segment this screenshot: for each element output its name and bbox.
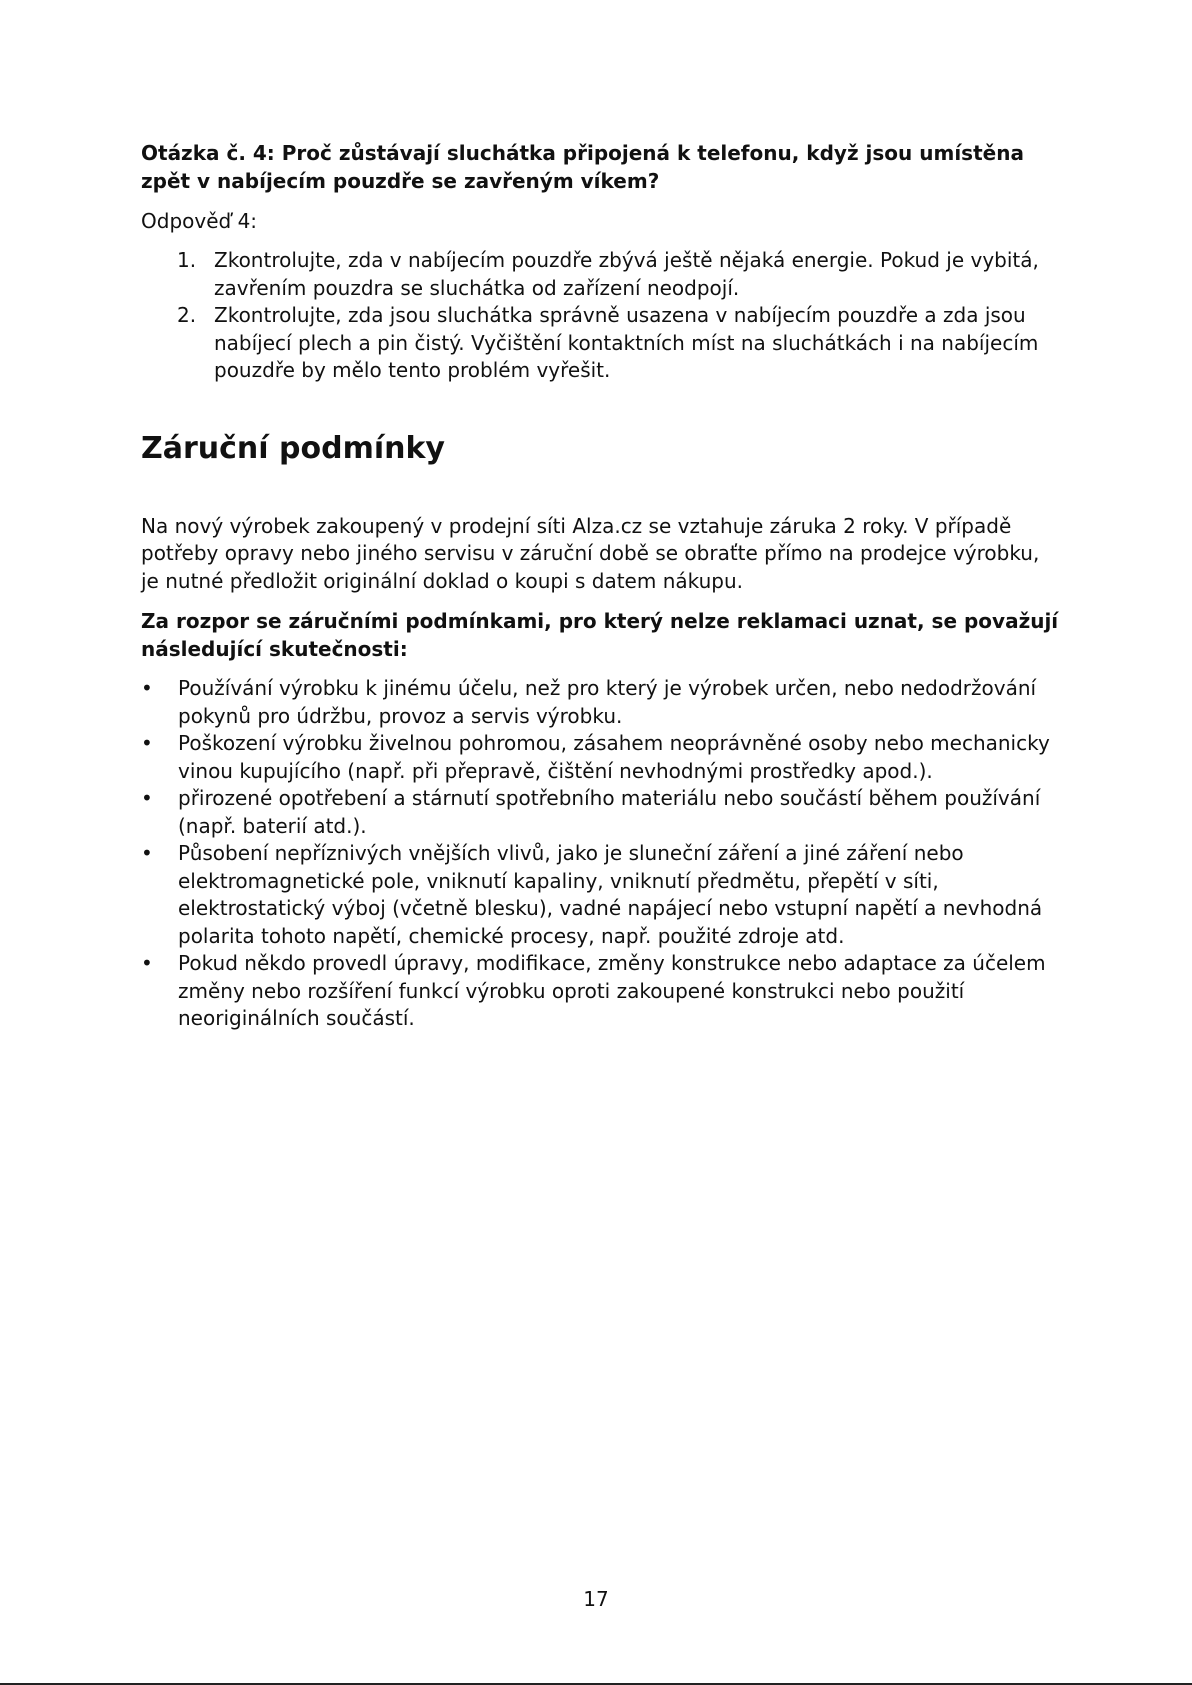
faq-step-number: 1. [177, 248, 197, 272]
warranty-intro-paragraph: Na nový výrobek zakoupený v prodejní síti Alza.cz se vztahuje záruka 2 roky. V případě potřeby opravy nebo jiného servisu v záruční době se obraťte přímo na prodejce výrobku, je nutné předložit originální doklad o koupi s datem nákupu. [141, 513, 1040, 593]
list-item-text: Působení nepříznivých vnějších vlivů, jako je sluneční záření a jiné záření nebo elektromagnetické pole, vniknutí kapaliny, vniknutí předmětu, přepětí v síti, elektrostatický výboj (včetně blesku), vadné napájecí nebo vstupní napětí a nevhodná polarita tohoto napětí, chemické procesy, např. použité zdroje atd. [178, 841, 1043, 948]
faq-step [141, 302, 1061, 385]
list-item [141, 950, 1061, 1033]
faq-answer-label: Odpověď 4: [141, 209, 258, 233]
bullet-icon: • [141, 841, 153, 865]
list-item-text: Používání výrobku k jinému účelu, než pro který je výrobek určen, nebo nedodržování pokynů pro údržbu, provoz a servis výrobku. [178, 676, 1037, 728]
faq-question: Otázka č. 4: Proč zůstávají sluchátka připojená k telefonu, když jsou umístěna zpět v nabíjecím pouzdře se zavřeným víkem? [141, 141, 1024, 193]
faq-step-text: Zkontrolujte, zda jsou sluchátka správně usazena v nabíjecím pouzdře a zda jsou nabíjecí plech a pin čistý. Vyčištění kontaktních míst na sluchátkách i na nabíjecím pouzdře by mělo tento problém vyřešit. [214, 303, 1039, 382]
list-item-text: přirozené opotřebení a stárnutí spotřebního materiálu nebo součástí během používání (např. baterií atd.). [178, 786, 1041, 838]
faq-step-number: 2. [177, 303, 197, 327]
faq-answer-steps [141, 247, 1061, 385]
page-content [141, 139, 1061, 1033]
list-item [141, 840, 1061, 950]
list-item [141, 730, 1061, 785]
list-item [141, 785, 1061, 840]
bullet-icon: • [141, 676, 153, 700]
list-item [141, 675, 1061, 730]
bullet-icon: • [141, 731, 153, 755]
warranty-section-title: Záruční podmínky [141, 430, 445, 466]
bullet-icon: • [141, 951, 153, 975]
list-item-text: Poškození výrobku živelnou pohromou, zásahem neoprávněné osoby nebo mechanicky vinou kupujícího (např. při přepravě, čištění nevhodnými prostředky apod.). [178, 731, 1050, 783]
warranty-conditions-heading: Za rozpor se záručními podmínkami, pro který nelze reklamaci uznat, se považují následující skutečnosti: [141, 609, 1059, 661]
list-item-text: Pokud někdo provedl úpravy, modifikace, změny konstrukce nebo adaptace za účelem změny nebo rozšíření funkcí výrobku oproti zakoupené konstrukci nebo použití neoriginálních součástí. [178, 951, 1046, 1030]
bullet-icon: • [141, 786, 153, 810]
faq-step [141, 247, 1061, 302]
warranty-conditions-list [141, 675, 1061, 1033]
faq-step-text: Zkontrolujte, zda v nabíjecím pouzdře zbývá ještě nějaká energie. Pokud je vybitá, zavřením pouzdra se sluchátka od zařízení neodpojí. [214, 248, 1039, 300]
page-number: 17 [583, 1587, 609, 1611]
